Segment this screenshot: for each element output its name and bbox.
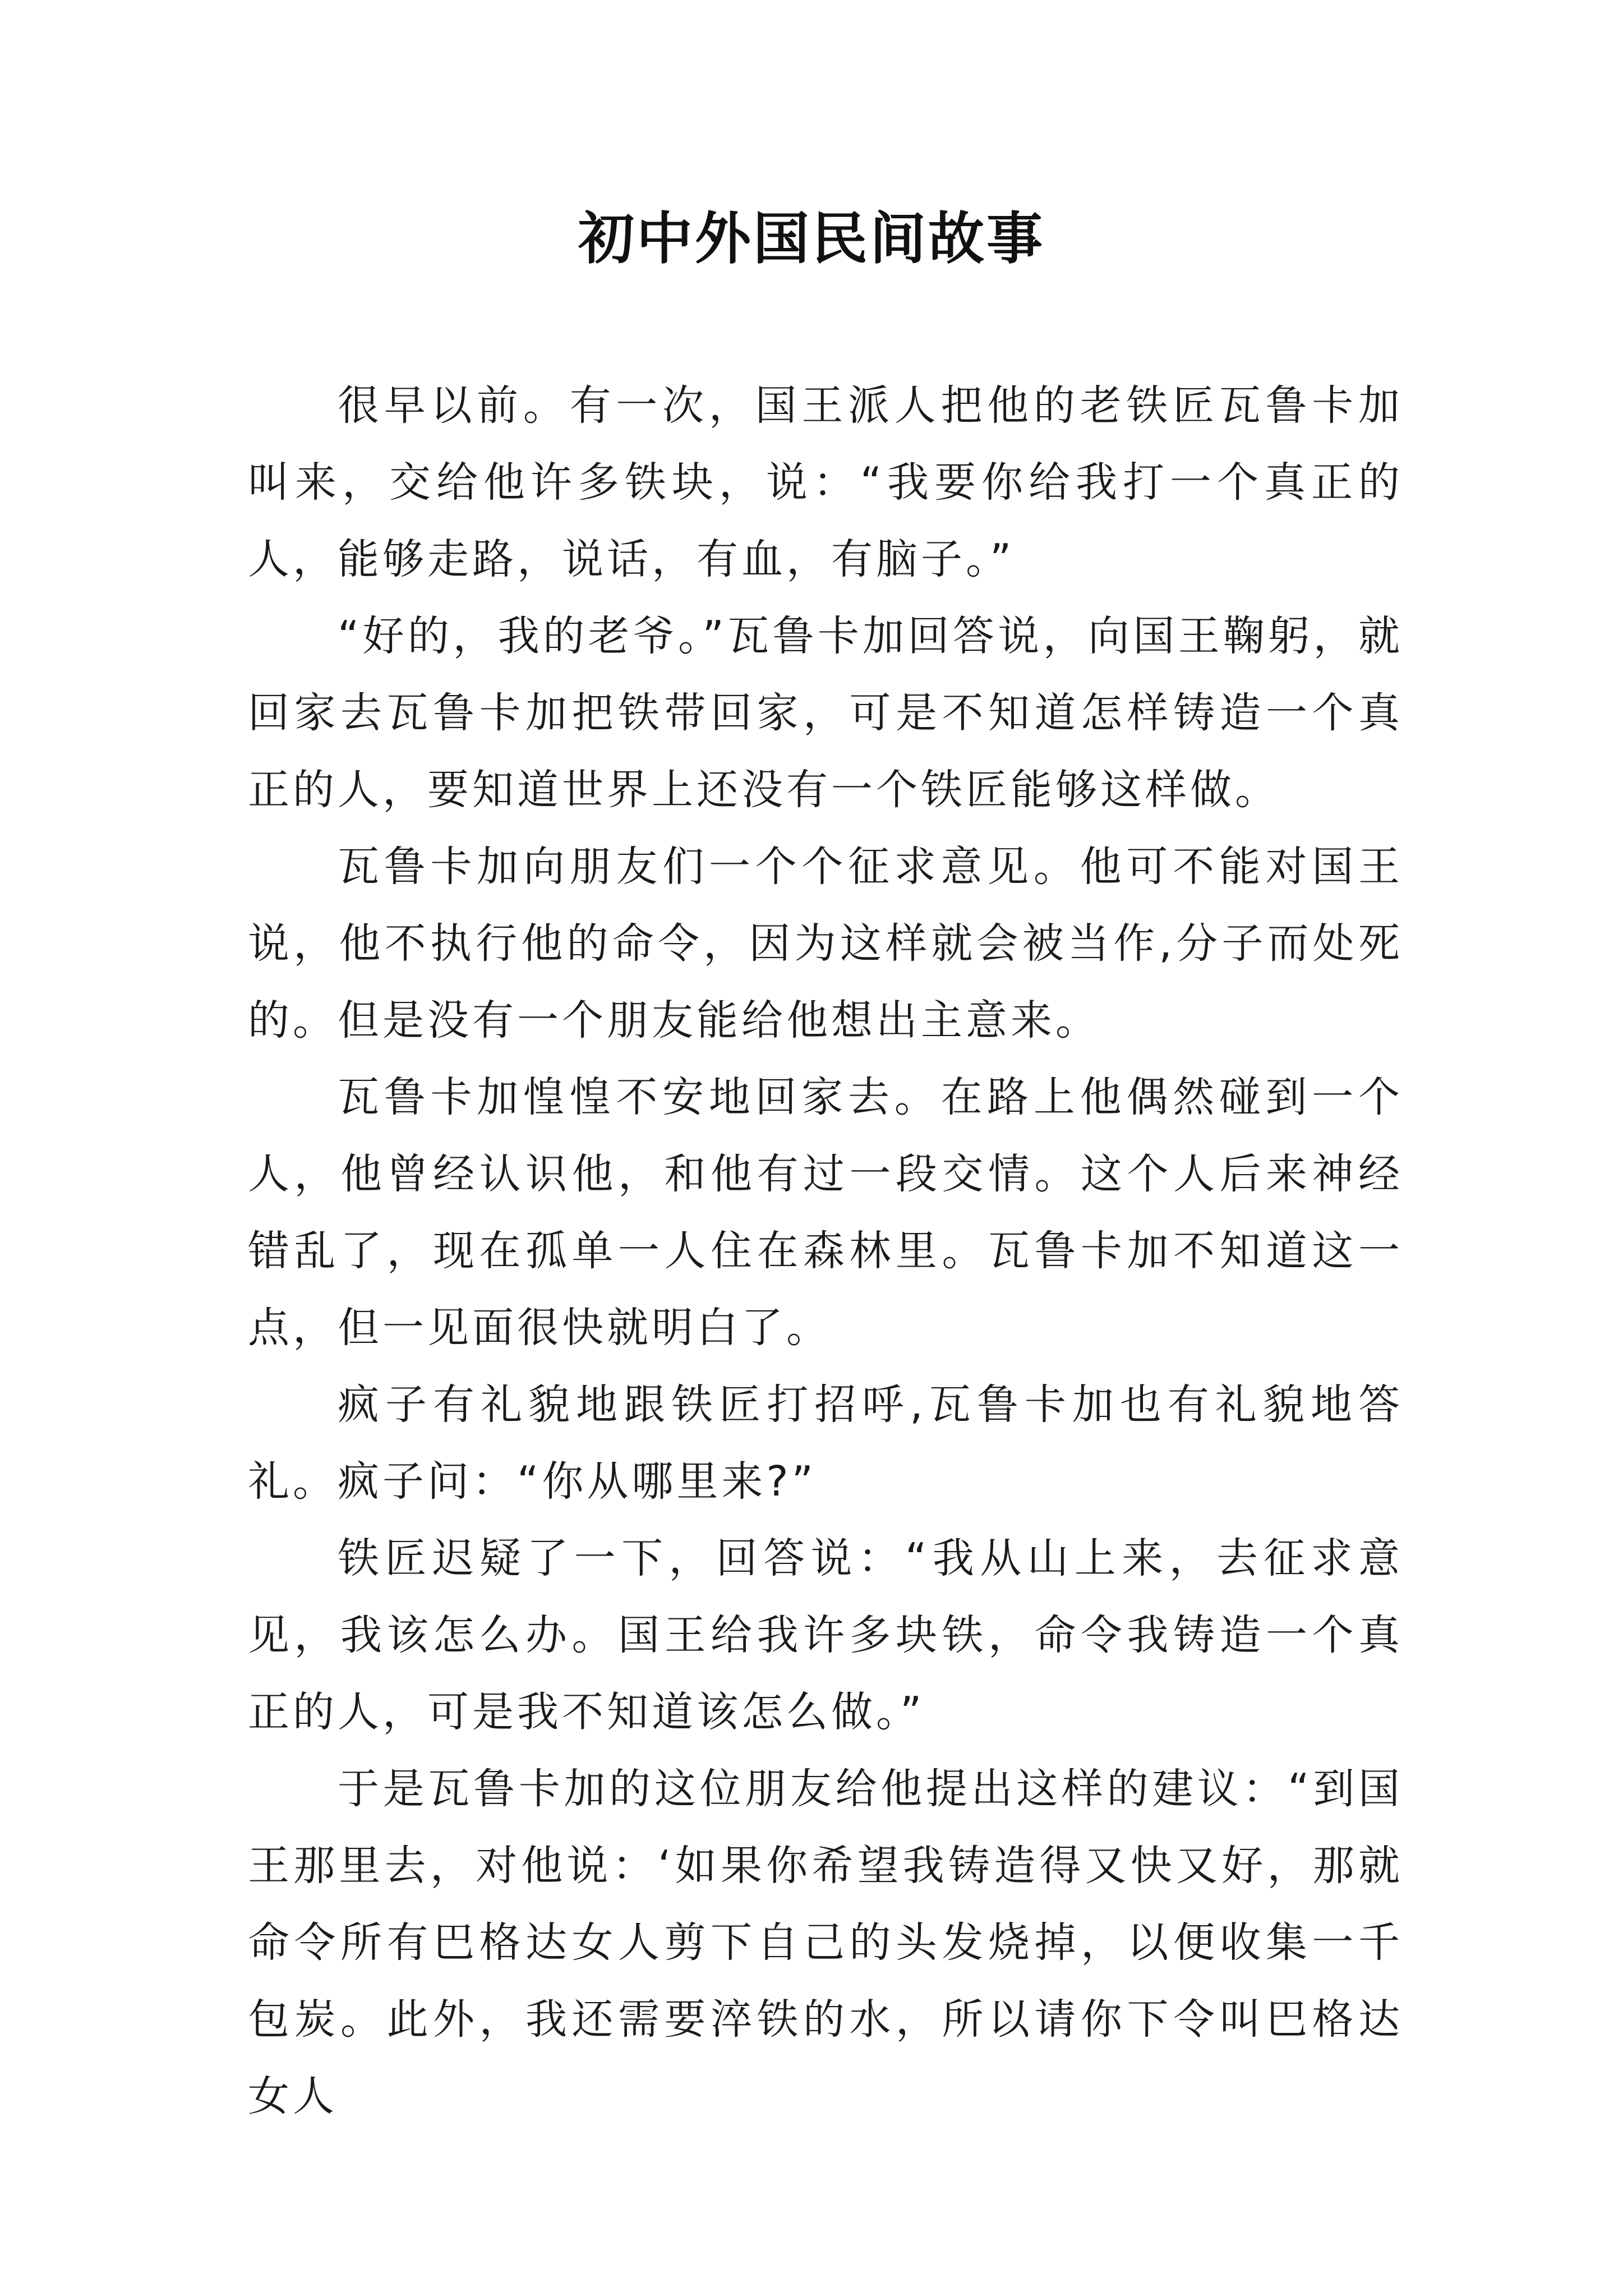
document-body: [248, 367, 1403, 2135]
paragraph: “好的，我的老爷。”瓦鲁卡加回答说，向国王鞠躬，就回家去瓦鲁卡加把铁带回家，可是不知道怎样铸造一个真正的人，要知道世界上还没有一个铁匠能够这样做。: [248, 612, 1403, 814]
paragraph: 瓦鲁卡加向朋友们一个个征求意见。他可不能对国王说，他不执行他的命令，因为这样就会被当作,分子而处死的。但是没有一个朋友能给他想出主意来。: [248, 843, 1403, 1045]
paragraph: 于是瓦鲁卡加的这位朋友给他提出这样的建议：“到国王那里去，对他说：‘如果你希望我铸造得又快又好，那就命令所有巴格达女人剪下自己的头发烧掉，以便收集一千包炭。此外，我还需要淬铁的水，所以请你下令叫巴格达女人: [248, 1765, 1403, 2120]
paragraph: 铁匠迟疑了一下，回答说：“我从山上来，去征求意见，我该怎么办。国王给我许多块铁，命令我铸造一个真正的人，可是我不知道该怎么做。”: [248, 1534, 1403, 1736]
paragraph: 很早以前。有一次，国王派人把他的老铁匠瓦鲁卡加叫来，交给他许多铁块，说：“我要你给我打一个真正的人，能够走路，说话，有血，有脑子。”: [248, 381, 1403, 583]
paragraph: 瓦鲁卡加惶惶不安地回家去。在路上他偶然碰到一个人，他曾经认识他，和他有过一段交情。这个人后来神经错乱了，现在孤单一人住在森林里。瓦鲁卡加不知道这一点，但一见面很快就明白了。: [248, 1073, 1403, 1352]
document-title: 初中外国民间故事: [578, 205, 1045, 272]
paragraph: 疯子有礼貌地跟铁匠打招呼,瓦鲁卡加也有礼貌地答礼。疯子问：“你从哪里来?”: [248, 1381, 1403, 1506]
